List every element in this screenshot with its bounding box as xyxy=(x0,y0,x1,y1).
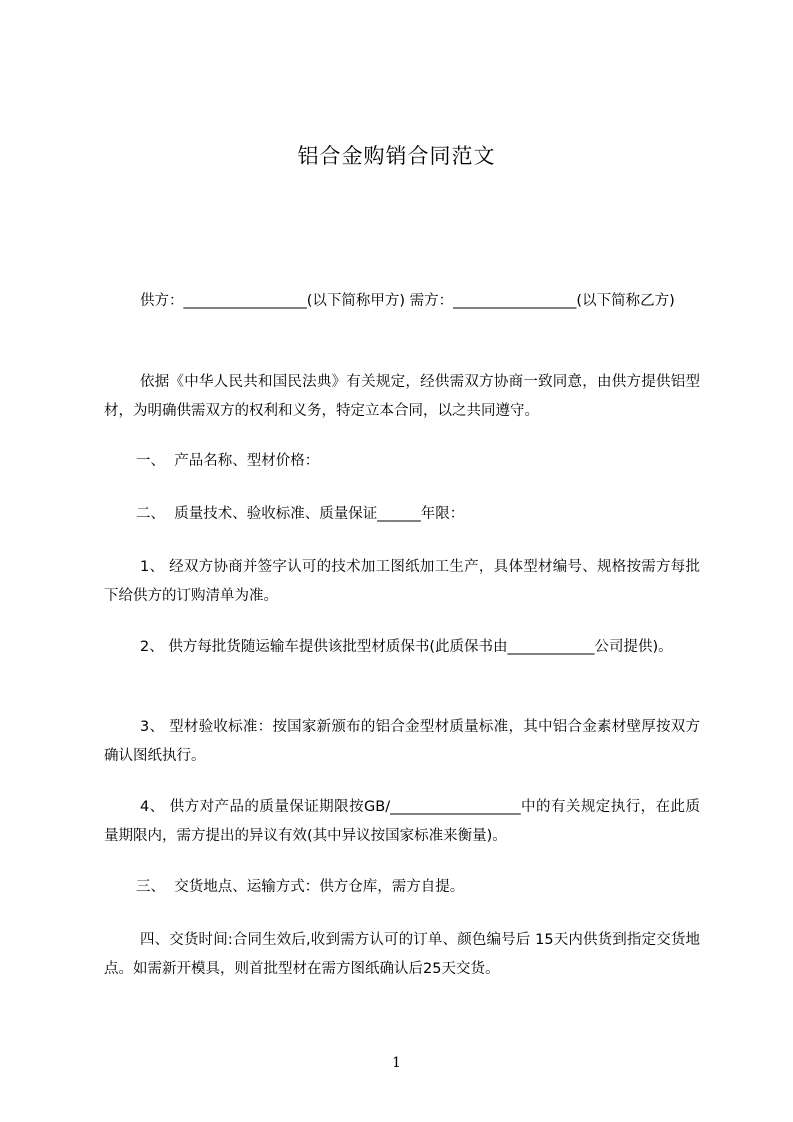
section-2-heading: 二、 质量技术、验收标准、质量保证______年限： xyxy=(136,506,465,522)
clause-2-paragraph: 2、 供方每批货随运输车提供该批型材质保书(此质保书由____________公司提供)。 xyxy=(140,639,673,655)
page-number: 1 xyxy=(392,1055,401,1071)
preamble-paragraph: 依据《中华人民共和国民法典》有关规定，经供需双方协商一致同意，由供方提供铝型材，为明确供需双方的权利和义务，特定立本合同，以之共同遵守。 xyxy=(104,374,700,419)
clause-4-paragraph: 4、 供方对产品的质量保证期限按GB/__________________中的有关规定执行，在此质量期限内，需方提出的异议有效(其中异议按国家标准来衡量)。 xyxy=(104,799,700,844)
document-title: 铝合金购销合同范文 xyxy=(297,144,496,168)
clause-3-paragraph: 3、 型材验收标准：按国家新颁布的铝合金型材质量标准，其中铝合金素材壁厚按双方确认图纸执行。 xyxy=(104,719,700,764)
section-4-paragraph: 四、交货时间:合同生效后,收到需方认可的订单、颜色编号后 15天内供货到指定交货地点。如需新开模具，则首批型材在需方图纸确认后25天交货。 xyxy=(104,932,700,977)
section-3-heading: 三、 交货地点、运输方式：供方仓库，需方自提。 xyxy=(136,879,465,895)
section-1-heading: 一、 产品名称、型材价格： xyxy=(136,453,320,469)
parties-paragraph: 供方：_________________(以下简称甲方) 需方：_________________(以下简称乙方) xyxy=(140,293,675,309)
clause-1-paragraph: 1、 经双方协商并签字认可的技术加工图纸加工生产，具体型材编号、规格按需方每批下给供方的订购清单为准。 xyxy=(104,559,700,604)
